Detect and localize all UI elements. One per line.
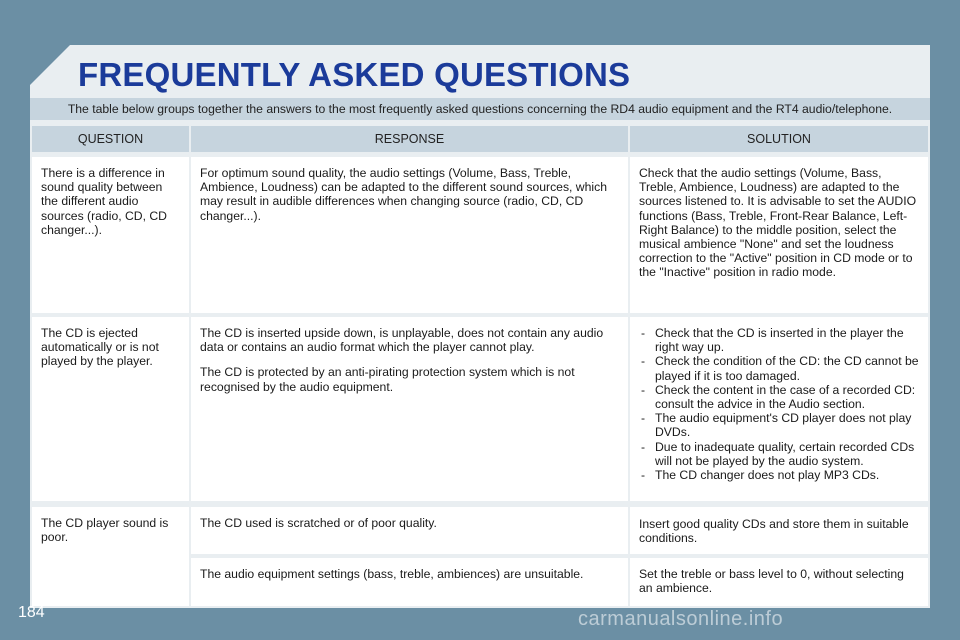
row2-response-text-1: The CD is inserted upside down, is unplayable, does not contain any audio data or contains an audio format which the player cannot play.	[200, 326, 604, 355]
list-item: - The audio equipment's CD player does not play DVDs.	[639, 411, 919, 439]
list-item: - The CD changer does not play MP3 CDs.	[639, 468, 919, 482]
row2-question-text: The CD is ejected automatically or is not played by the player.	[41, 326, 159, 369]
row2-solution-list	[639, 326, 919, 482]
watermark: carmanualsonline.info	[578, 608, 784, 630]
row2-response	[191, 317, 628, 501]
row2-solution	[630, 317, 928, 501]
list-item: - Check the content in the case of a recorded CD: consult the advice in the Audio section.	[639, 383, 919, 411]
row3a-solution	[630, 507, 928, 554]
row3a-solution-text: Insert good quality CDs and store them in suitable conditions.	[639, 517, 909, 546]
row2-response-text-2: The CD is protected by an anti-pirating protection system which is not recognised by the audio equipment.	[200, 365, 575, 394]
row3a-response	[191, 507, 628, 554]
row3b-solution-text: Set the treble or bass level to 0, without selecting an ambience.	[639, 567, 904, 596]
header-solution: SOLUTION	[630, 126, 928, 152]
list-item: - Check that the CD is inserted in the player the right way up.	[639, 326, 919, 354]
header-question: QUESTION	[32, 126, 189, 152]
list-item: - Due to inadequate quality, certain recorded CDs will not be played by the audio system.	[639, 440, 919, 468]
row3b-response-text: The audio equipment settings (bass, treble, ambiences) are unsuitable.	[200, 567, 584, 581]
row1-question	[32, 157, 189, 313]
intro-banner: The table below groups together the answers to the most frequently asked questions concerning the RD4 audio equipment and the RT4 audio/telephone.	[30, 98, 930, 120]
row1-solution	[630, 157, 928, 313]
row1-response	[191, 157, 628, 313]
header-response: RESPONSE	[191, 126, 628, 152]
row1-question-text: There is a difference in sound quality between the different audio sources (radio, CD, CD changer...).	[41, 166, 167, 237]
row1-solution-text: Check that the audio settings (Volume, Bass, Treble, Ambience, Loudness) are adapted to the sources listened to. It is advisable to set the AUDIO functions (Bass, Treble, Front-Rear Balance, Left-Right Balance) to the middle position, select the musical ambience "None" and set the loudness correction to the "Active" position in CD mode or to the "Inactive" position in radio mode.	[639, 166, 917, 280]
row3a-response-text: The CD used is scratched or of poor quality.	[200, 516, 437, 530]
list-item: - Check the condition of the CD: the CD cannot be played if it is too damaged.	[639, 354, 919, 382]
page-number: 184	[18, 604, 45, 621]
row3-question	[32, 507, 189, 606]
page-title: FREQUENTLY ASKED QUESTIONS	[78, 56, 631, 93]
row3-question-text: The CD player sound is poor.	[41, 516, 169, 545]
row3b-solution	[630, 558, 928, 606]
row1-response-text: For optimum sound quality, the audio settings (Volume, Bass, Treble, Ambience, Loudness) can be adapted to the different sound sources, which may result in audible differences when changing source (radio, CD, CD changer...).	[200, 166, 607, 223]
row3b-response	[191, 558, 628, 606]
row2-question	[32, 317, 189, 501]
